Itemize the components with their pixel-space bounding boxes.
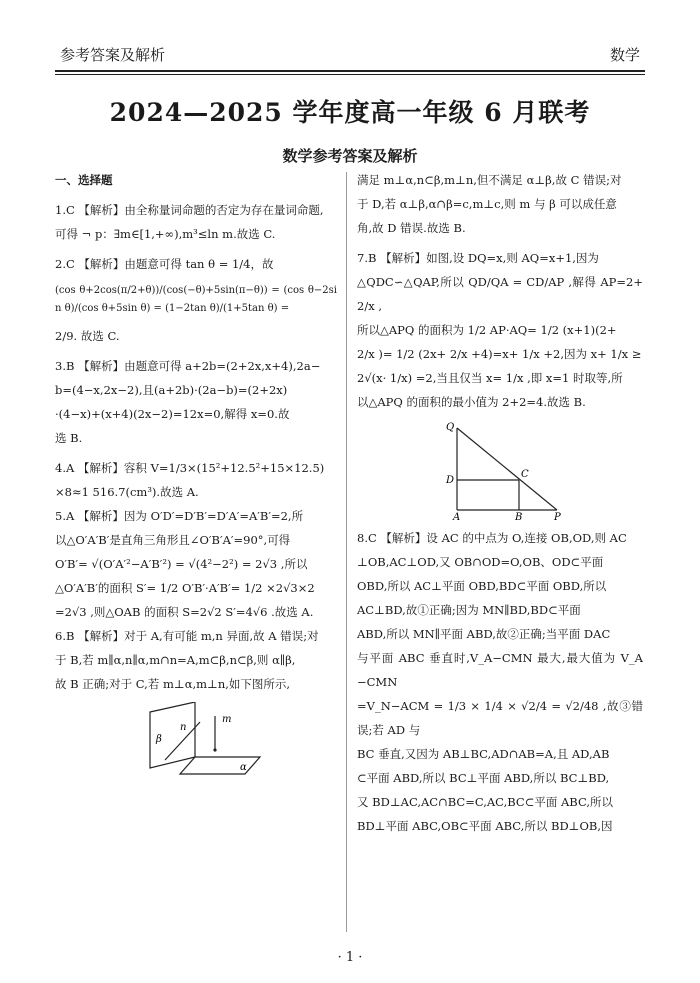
side-QP (457, 428, 557, 510)
foot-point (213, 748, 216, 751)
triangle-figure (442, 420, 572, 520)
q5-line4: △O′A′B′的面积 S′= 1/2 O′B′·A′B′= 1/2 ×2√3×2 (55, 581, 315, 595)
page-subtitle: 数学参考答案及解析 (282, 147, 418, 165)
q8-line9: ⊂平面 ABD,所以 BC⊥平面 ABD,所以 BC⊥BD, (357, 771, 610, 785)
page-title: 2024—2025 学年度高一年级 6 月联考 (109, 98, 591, 127)
header-left: 参考答案及解析 (60, 46, 166, 64)
q4-line2: ×8≈1 516.7(cm³).故选 A. (55, 485, 199, 499)
q1-line1: 1.C 【解析】由全称量词命题的否定为存在量词命题, (55, 203, 324, 217)
q6-line1: 6.B 【解析】对于 A,有可能 m,n 异面,故 A 错误;对 (55, 629, 319, 643)
q2-line1: 2.C 【解析】由题意可得 tan θ = 1/4，故 (55, 257, 274, 271)
section-heading: 一、选择题 (55, 173, 113, 187)
left-column (55, 168, 337, 778)
header-right: 数学 (609, 46, 640, 64)
label-alpha: α (240, 762, 247, 773)
q1-line2: 可得 ¬ p：∃m∈[1,+∞),m³≤ln m.故选 C. (55, 227, 276, 241)
right-column (357, 168, 643, 838)
q5-line2: 以△O′A′B′是直角三角形且∠O′B′A′=90°,可得 (55, 533, 291, 547)
q5-line5: =2√3 ,则△OAB 的面积 S=2√2 S′=4√6 .故选 A. (55, 605, 314, 619)
q6-line3: 故 B 正确;对于 C,若 m⊥α,m⊥n,如下图所示, (55, 677, 291, 691)
q3-line3: ·(4−x)+(x+4)(2x−2)=12x=0,解得 x=0.故 (55, 407, 290, 421)
q6-line2: 于 B,若 m∥α,n∥α,m∩n=A,m⊂β,n⊂β,则 α∥β, (55, 653, 296, 667)
page-number: · 1 · (337, 950, 363, 965)
q7-line1: 7.B 【解析】如图,设 DQ=x,则 AQ=x+1,因为 (357, 251, 599, 265)
label-m: m (222, 714, 232, 725)
q4-line1: 4.A 【解析】容积 V=1/3×(15²+12.5²+15×12.5) (55, 461, 325, 475)
plane-alpha-shape (180, 757, 260, 774)
q8-line4: AC⊥BD,故①正确;因为 MN∥BD,BD⊂平面 (357, 603, 581, 617)
label-B: B (515, 512, 523, 520)
page-header (60, 44, 640, 72)
q5-line1: 5.A 【解析】因为 O′D′=D′B′=D′A′=A′B′=2,所 (55, 509, 304, 523)
header-rule-thin (55, 74, 645, 75)
column-divider (346, 172, 347, 932)
q7-line4: 2/x )= 1/2 (2x+ 2/x +4)=x+ 1/x +2,因为 x+ 1/x ≥ (357, 347, 642, 361)
label-A: A (453, 512, 461, 520)
label-beta: β (156, 734, 162, 745)
q2-line3: 2/9. 故选 C. (55, 329, 120, 343)
q7-line3: 所以△APQ 的面积为 1/2 AP·AQ= 1/2 (x+1)(2+ (357, 323, 617, 337)
q7-line2: △QDC∽△QAP,所以 QD/QA = CD/AP ,解得 AP=2+ 2/x , (357, 275, 643, 313)
q3-line2: b=(4−x,2x−2),且(a+2b)·(2a−b)=(2+2x) (55, 383, 288, 397)
q8-line7: =V_N−ACM = 1/3 × 1/4 × √2/4 = √2/48 ,故③错误;若 AD 与 (357, 699, 643, 737)
q3-line4: 选 B. (55, 431, 83, 445)
planes-figure (140, 702, 270, 778)
q8-line2: ⊥OB,AC⊥OD,又 OB∩OD=O,OB、OD⊂平面 (357, 555, 604, 569)
q8-line1: 8.C 【解析】设 AC 的中点为 O,连接 OB,OD,则 AC (357, 531, 627, 545)
q6-cont-line2: 于 D,若 α⊥β,α∩β=c,m⊥c,则 m 与 β 可以成任意 (357, 197, 617, 211)
q6-cont-line3: 角,故 D 错误.故选 B. (357, 221, 466, 235)
q8-line5: ABD,所以 MN∥平面 ABD,故②正确;当平面 DAC (357, 627, 611, 641)
q7-line5: 2√(x· 1/x) =2,当且仅当 x= 1/x ,即 x=1 时取等,所 (357, 371, 623, 385)
q3-line1: 3.B 【解析】由题意可得 a+2b=(2+2x,x+4),2a− (55, 359, 321, 373)
q8-line3: OBD,所以 AC⊥平面 OBD,BD⊂平面 OBD,所以 (357, 579, 607, 593)
q6-cont-line1: 满足 m⊥α,n⊂β,m⊥n,但不满足 α⊥β,故 C 错误;对 (357, 173, 622, 187)
q8-line10: 又 BD⊥AC,AC∩BC=C,AC,BC⊂平面 ABC,所以 (357, 795, 613, 809)
label-Q: Q (446, 422, 455, 433)
label-n: n (180, 722, 187, 733)
label-C: C (521, 469, 529, 480)
q7-line6: 以△APQ 的面积的最小值为 2+2=4.故选 B. (357, 395, 586, 409)
label-P: P (554, 512, 561, 520)
q8-line6: 与平面 ABC 垂直时,V_A−CMN 最大,最大值为 V_A−CMN (357, 651, 643, 689)
label-D: D (446, 475, 455, 486)
header-rule-thick (55, 70, 645, 72)
q8-line8: BC 垂直,又因为 AB⊥BC,AD∩AB=A,且 AD,AB (357, 747, 610, 761)
q8-line11: BD⊥平面 ABC,OB⊂平面 ABC,所以 BD⊥OB,因 (357, 819, 613, 833)
q2-formula: (cos θ+2cos(π/2+θ))/(cos(−θ)+5sin(π−θ)) = (cos θ−2sin θ)/(cos θ+5sin θ) = (1−2tan θ)/(1+5tan θ) = (55, 285, 337, 314)
q5-line3: O′B′= √(O′A′²−A′B′²) = √(4²−2²) = 2√3 ,所以 (55, 557, 308, 571)
